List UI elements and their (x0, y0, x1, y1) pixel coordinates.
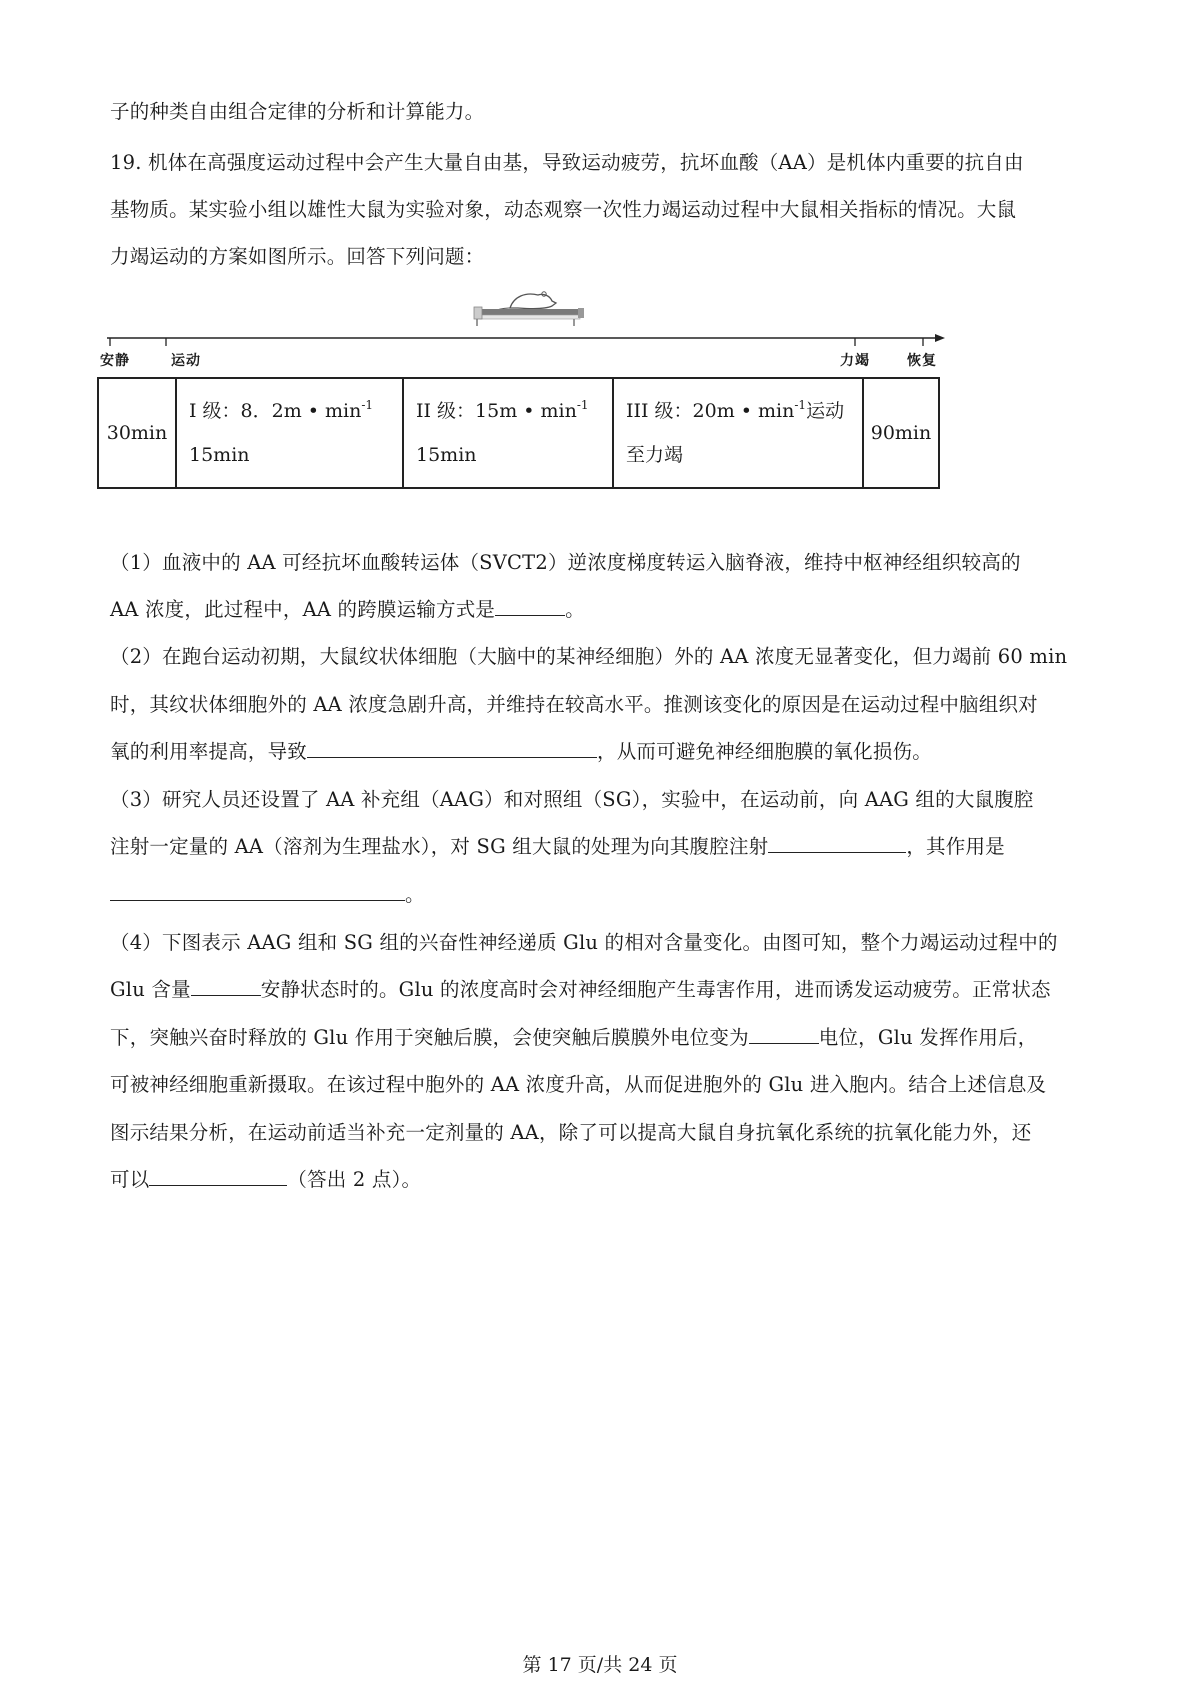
part-4-line-6 (110, 1167, 1100, 1193)
page-number: 第 17 页/共 24 页 (522, 1654, 678, 1676)
answer-blank-6[interactable] (749, 1025, 819, 1044)
text: AA 浓度，此过程中，AA 的跨膜运输方式是 (110, 598, 496, 621)
part-3-line-3 (110, 882, 1100, 908)
answer-blank-7[interactable] (149, 1167, 287, 1186)
part-4-line-2 (110, 977, 1100, 1003)
cell-line-2: 15min (416, 444, 477, 466)
text: 下，突触兴奋时释放的 Glu 作用于突触后膜，会使突触后膜膜外电位变为 (110, 1026, 749, 1049)
cell-text: I 级：8．2m • min (189, 400, 362, 422)
answer-blank-3[interactable] (768, 834, 906, 853)
text: 注射一定量的 AA（溶剂为生理盐水），对 SG 组大鼠的处理为向其腹腔注射 (110, 835, 769, 858)
question-stem-line-2: 基物质。某实验小组以雄性大鼠为实验对象，动态观察一次性力竭运动过程中大鼠相关指标的情况。大鼠 (110, 198, 1017, 221)
timeline-label-exercise: 运动 (171, 353, 201, 369)
question-number: 19. (110, 151, 142, 174)
cell-text: 30min (106, 422, 168, 444)
arrow-right-icon (935, 334, 945, 342)
timeline-axis (105, 330, 945, 350)
cell-text: 90min (870, 422, 932, 444)
rat-treadmill-icon (470, 286, 592, 328)
lead-line: 子的种类自由组合定律的分析和计算能力。 (110, 100, 485, 123)
text: ，其作用是 (906, 835, 1005, 858)
answer-blank-4[interactable] (110, 882, 405, 901)
timeline-label-recovery: 恢复 (907, 353, 937, 369)
answer-blank-5[interactable] (191, 977, 261, 996)
part-4-line-3 (110, 1025, 1100, 1051)
part-1-line-1: （1）血液中的 AA 可经抗坏血酸转运体（SVCT2）逆浓度梯度转运入脑脊液，维持中枢神经组织较高的 (110, 551, 1021, 574)
cell-line-1 (626, 400, 850, 422)
question-stem-text: 机体在高强度运动过程中会产生大量自由基，导致运动疲劳，抗坏血酸（AA）是机体内重要的抗自由 (148, 151, 1024, 174)
part-4-line-4: 可被神经细胞重新摄取。在该过程中胞外的 AA 浓度升高，从而促进胞外的 Glu 进入胞内。结合上述信息及 (110, 1073, 1047, 1096)
part-3-line-2 (110, 834, 1100, 860)
text: 可以 (110, 1168, 150, 1191)
cell-line-2: 至力竭 (626, 444, 684, 466)
table-cell-rest (98, 378, 176, 488)
question-stem-line-1 (110, 150, 1100, 176)
exercise-scheme-table (97, 377, 940, 489)
cell-line-1 (416, 400, 600, 422)
text: 氧的利用率提高，导致 (110, 740, 308, 763)
text: 安静状态时的。Glu 的浓度高时会对神经细胞产生毒害作用，进而诱发运动疲劳。正常状态 (260, 978, 1051, 1001)
cell-line-1 (189, 400, 390, 422)
table-cell-level-3 (613, 378, 863, 488)
part-2-line-3 (110, 739, 1100, 765)
part-3-line-1: （3）研究人员还设置了 AA 补充组（AAG）和对照组（SG），实验中，在运动前，向 AAG 组的大鼠腹腔 (110, 788, 1034, 811)
table-cell-recovery (863, 378, 939, 488)
cell-text: III 级：20m • min (626, 400, 795, 422)
cell-text: 运动 (806, 400, 845, 422)
part-2-line-1: （2）在跑台运动初期，大鼠纹状体细胞（大脑中的某神经细胞）外的 AA 浓度无显著变化，但力竭前 60 min (110, 645, 1068, 668)
cell-line-2: 15min (189, 444, 250, 466)
text: ，从而可避免神经细胞膜的氧化损伤。 (597, 740, 932, 763)
part-4-line-1: （4）下图表示 AAG 组和 SG 组的兴奋性神经递质 Glu 的相对含量变化。由图可知，整个力竭运动过程中的 (110, 931, 1058, 954)
text: 。 (405, 883, 425, 906)
table-cell-level-1 (176, 378, 403, 488)
superscript: -1 (576, 398, 589, 412)
part-4-line-5: 图示结果分析，在运动前适当补充一定剂量的 AA，除了可以提高大鼠自身抗氧化系统的抗氧化能力外，还 (110, 1121, 1032, 1144)
part-2-line-2: 时，其纹状体细胞外的 AA 浓度急剧升高，并维持在较高水平。推测该变化的原因是在运动过程中脑组织对 (110, 693, 1038, 716)
question-stem-line-3: 力竭运动的方案如图所示。回答下列问题： (110, 245, 485, 268)
text: 电位，Glu 发挥作用后， (818, 1026, 1038, 1049)
text: （答出 2 点）。 (287, 1168, 422, 1191)
timeline-label-exhaustion: 力竭 (840, 353, 870, 369)
superscript: -1 (794, 398, 807, 412)
timeline-label-rest: 安静 (100, 353, 130, 369)
table-cell-level-2 (403, 378, 613, 488)
cell-text: II 级：15m • min (416, 400, 577, 422)
text: 。 (565, 598, 585, 621)
superscript: -1 (361, 398, 374, 412)
table-row (98, 378, 939, 488)
part-1-line-2 (110, 597, 1100, 623)
answer-blank-1[interactable] (495, 597, 565, 616)
text: Glu 含量 (110, 978, 191, 1001)
answer-blank-2[interactable] (307, 739, 597, 758)
